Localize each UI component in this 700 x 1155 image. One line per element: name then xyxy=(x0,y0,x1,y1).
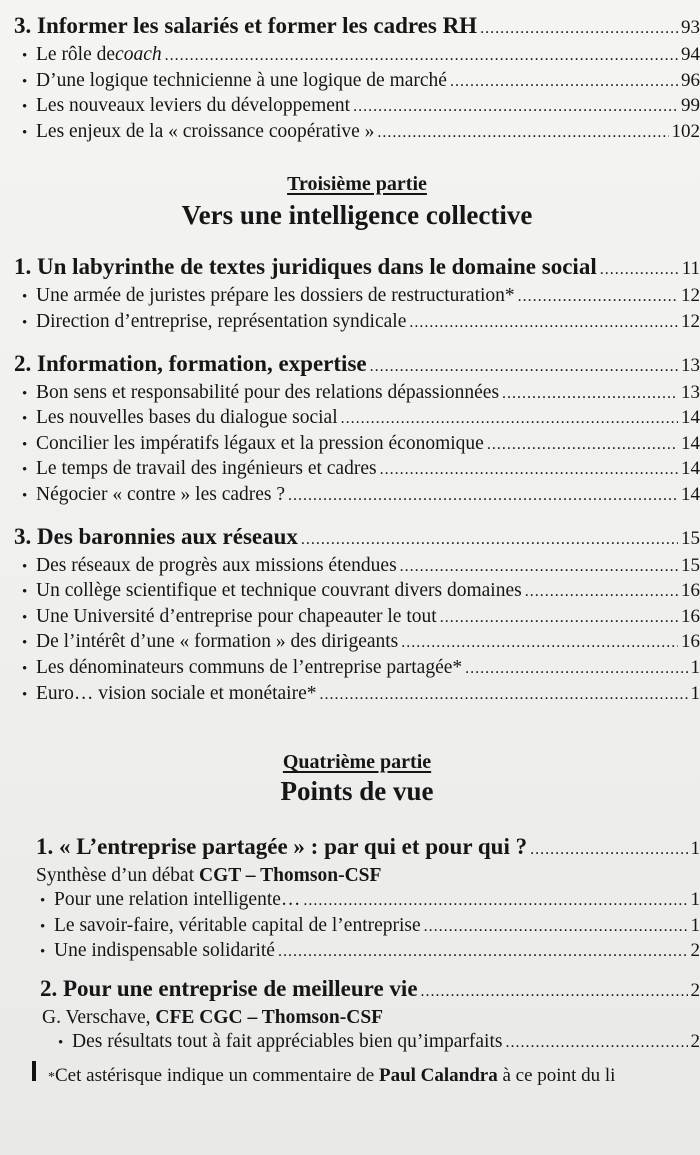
page-number: 2 xyxy=(690,1030,700,1052)
dot-leader xyxy=(487,432,678,458)
page-number: 12 xyxy=(681,285,700,307)
page-number: 1 xyxy=(690,656,700,678)
page-number: 13 xyxy=(681,381,700,403)
page-number: 16 xyxy=(681,605,700,627)
bullet-icon: • xyxy=(22,635,28,652)
page-number: 1 xyxy=(690,682,700,704)
subtitle-bold: CFE CGC – Thomson-CSF xyxy=(155,1006,384,1028)
toc-entry xyxy=(14,630,700,656)
bullet-icon: • xyxy=(22,462,28,479)
footnote-text-end: à ce point du li xyxy=(497,1065,616,1087)
part-title: Vers une intelligence collective xyxy=(181,200,533,231)
footnote-bold: Paul Calandra xyxy=(378,1065,498,1087)
dot-leader xyxy=(525,579,678,605)
dot-leader xyxy=(288,483,678,509)
toc-entry xyxy=(14,888,700,914)
bullet-icon: • xyxy=(22,48,28,64)
entry-text: Des résultats tout à fait appréciables bien qu’imparfaits xyxy=(72,1030,503,1052)
dot-leader xyxy=(320,682,688,708)
dot-leader xyxy=(303,888,687,914)
bullet-icon: • xyxy=(22,436,28,453)
section-title: 2. Pour une entreprise de meilleure vie xyxy=(40,975,418,1001)
toc-entry xyxy=(14,483,700,509)
part-label: Quatrième partie xyxy=(282,751,432,774)
toc-entry xyxy=(14,605,700,631)
subtitle-text: G. Verschave, xyxy=(42,1006,156,1028)
toc-section-heading xyxy=(14,350,700,381)
dot-leader xyxy=(424,914,688,940)
part-title: Points de vue xyxy=(280,776,434,807)
page-number: 99 xyxy=(681,95,700,117)
toc-entry xyxy=(14,656,700,682)
bullet-icon: • xyxy=(40,893,46,910)
section-title: 2. Information, formation, expertise xyxy=(14,350,367,376)
subtitle-text: Synthèse d’un débat xyxy=(36,865,200,887)
entry-text: Une armée de juristes prépare les dossiers de restructuration* xyxy=(36,285,515,307)
section-title: 1. « L’entreprise partagée » : par qui et pour qui ? xyxy=(36,834,528,860)
page-number: 14 xyxy=(681,458,700,480)
page-number: 2 xyxy=(690,940,700,962)
dot-leader xyxy=(600,253,679,284)
page-number: 12 xyxy=(681,310,700,332)
page-number: 15 xyxy=(681,554,700,576)
dot-leader xyxy=(465,656,687,682)
entry-text-italic: coach xyxy=(115,44,162,65)
entry-text: Une Université d’entreprise pour chapeauter le tout xyxy=(36,605,437,627)
toc-entry xyxy=(14,120,700,146)
dot-leader xyxy=(278,939,688,965)
dot-leader xyxy=(353,94,678,120)
toc-entry xyxy=(14,457,700,483)
dot-leader xyxy=(530,833,687,864)
footnote xyxy=(14,1061,700,1090)
page-number: 14 xyxy=(681,483,700,505)
dot-leader xyxy=(505,1030,687,1056)
entry-text: Le rôle de xyxy=(36,44,116,65)
toc-entry xyxy=(14,310,700,336)
bullet-icon: • xyxy=(22,609,28,626)
dot-leader xyxy=(421,975,688,1006)
toc-section-heading xyxy=(14,833,700,864)
page-number: 93 xyxy=(681,17,700,38)
toc-entry xyxy=(14,381,700,407)
toc-entry xyxy=(14,406,700,432)
toc-section-heading xyxy=(14,523,700,554)
dot-leader xyxy=(341,406,678,432)
bullet-icon: • xyxy=(22,289,28,306)
entry-text: Les enjeux de la « croissance coopérative » xyxy=(36,120,375,142)
dot-leader xyxy=(400,554,678,580)
entry-text: Concilier les impératifs légaux et la pression économique xyxy=(36,432,484,454)
dot-leader xyxy=(480,12,678,43)
page-number: 1 xyxy=(690,889,700,911)
entry-text: Des réseaux de progrès aux missions étendues xyxy=(36,554,397,576)
dot-leader xyxy=(518,284,678,310)
page-number: 94 xyxy=(681,44,700,65)
entry-text: Une indispensable solidarité xyxy=(54,940,275,962)
dot-leader xyxy=(370,350,678,381)
page-number: 16 xyxy=(681,631,700,653)
toc-section-heading xyxy=(14,975,700,1006)
section-subtitle xyxy=(14,864,700,888)
part-label: Troisième partie xyxy=(287,173,427,196)
bullet-icon: • xyxy=(22,314,28,331)
page-number: 13 xyxy=(681,354,700,376)
bullet-icon: • xyxy=(22,411,28,428)
section-title: 3. Des baronnies aux réseaux xyxy=(14,523,298,549)
table-of-contents xyxy=(14,12,700,1090)
bullet-icon: • xyxy=(22,487,28,504)
page-number: 1 xyxy=(690,914,700,936)
bullet-icon: • xyxy=(22,385,28,402)
entry-text: Euro… vision sociale et monétaire* xyxy=(36,682,317,704)
page-number: 102 xyxy=(671,120,700,142)
section-title: 1. Un labyrinthe de textes juridiques dans le domaine social xyxy=(14,254,597,280)
section-subtitle xyxy=(14,1006,700,1030)
bullet-icon: • xyxy=(22,584,28,601)
toc-section-heading xyxy=(14,12,700,43)
page-number: 1 xyxy=(690,838,700,860)
bullet-icon: • xyxy=(22,558,28,575)
toc-entry xyxy=(14,939,700,965)
entry-text: Le savoir-faire, véritable capital de l’entreprise xyxy=(54,914,421,936)
bullet-icon: • xyxy=(22,99,28,116)
margin-bar xyxy=(32,1061,36,1081)
entry-text: Pour une relation intelligente… xyxy=(54,889,301,911)
entry-text: Direction d’entreprise, représentation syndicale xyxy=(36,310,407,332)
page-number: 11 xyxy=(681,258,700,280)
bullet-icon: • xyxy=(22,124,28,141)
toc-section-heading xyxy=(14,253,700,284)
bullet-icon: • xyxy=(40,944,46,961)
section-title: 3. Informer les salariés et former les cadres RH xyxy=(14,13,478,38)
toc-entry xyxy=(14,94,700,120)
dot-leader xyxy=(377,120,668,146)
toc-entry xyxy=(14,1030,700,1056)
bullet-icon: • xyxy=(22,660,28,677)
dot-leader xyxy=(401,630,678,656)
footnote-text: Cet astérisque indique un commentaire de xyxy=(55,1065,375,1087)
bullet-icon: • xyxy=(22,73,28,90)
page-number: 96 xyxy=(681,69,700,91)
page-number: 14 xyxy=(681,432,700,454)
dot-leader xyxy=(450,69,678,95)
bullet-icon: • xyxy=(40,918,46,935)
entry-text: Les dénominateurs communs de l’entreprise partagée* xyxy=(36,656,463,678)
page-number: 15 xyxy=(681,527,700,549)
toc-entry xyxy=(14,579,700,605)
dot-leader xyxy=(301,523,678,554)
bullet-icon: • xyxy=(58,1034,64,1051)
dot-leader xyxy=(380,457,678,483)
page-number: 16 xyxy=(681,580,700,602)
entry-text: Les nouvelles bases du dialogue social xyxy=(36,407,338,429)
page-number: 14 xyxy=(681,407,700,429)
entry-text: D’une logique technicienne à une logique de marché xyxy=(36,69,447,91)
toc-entry xyxy=(14,682,700,708)
toc-entry xyxy=(14,284,700,310)
entry-text: De l’intérêt d’une « formation » des dirigeants xyxy=(36,631,399,653)
entry-text: Le temps de travail des ingénieurs et cadres xyxy=(36,458,377,480)
dot-leader xyxy=(502,381,678,407)
entry-text: Bon sens et responsabilité pour des relations dépassionnées xyxy=(36,381,500,403)
footnote-star: * xyxy=(48,1070,55,1086)
subtitle-bold: CGT – Thomson-CSF xyxy=(199,865,382,887)
dot-leader xyxy=(440,605,678,631)
toc-entry xyxy=(14,43,700,69)
bullet-icon: • xyxy=(22,686,28,703)
dot-leader xyxy=(165,43,678,69)
page-number: 2 xyxy=(690,979,700,1001)
toc-entry xyxy=(14,69,700,95)
entry-text: Négocier « contre » les cadres ? xyxy=(36,483,286,505)
dot-leader xyxy=(409,310,678,336)
toc-entry xyxy=(14,432,700,458)
toc-entry xyxy=(14,554,700,580)
toc-entry xyxy=(14,914,700,940)
entry-text: Les nouveaux leviers du développement xyxy=(36,95,351,117)
entry-text: Un collège scientifique et technique couvrant divers domaines xyxy=(36,580,522,602)
